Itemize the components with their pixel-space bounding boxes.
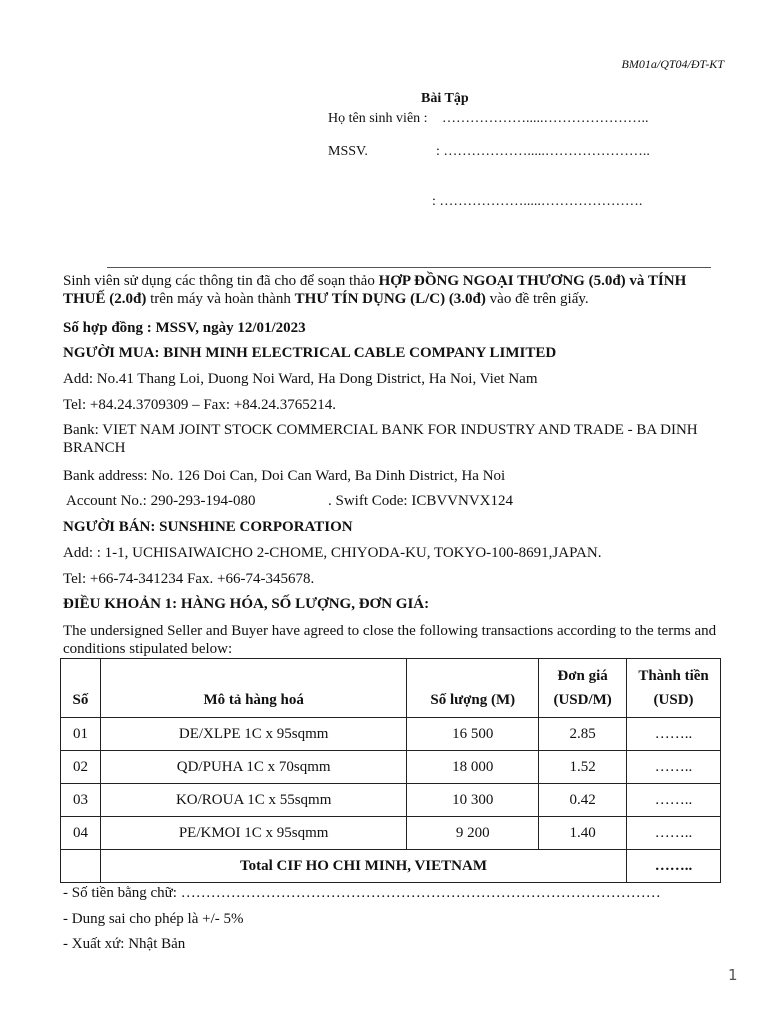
header-description: Mô tả hàng hoá [100,659,406,718]
cell-unit-price: 0.42 [539,784,627,817]
cell-amount: …….. [627,751,721,784]
clause1-intro: The undersigned Seller and Buyer have agreed to close the following transactions according to the terms and conditions stipulated below: [63,623,717,657]
buyer-address: Add: No.41 Thang Loi, Duong Noi Ward, Ha Dong District, Ha Noi, Viet Nam [63,371,538,387]
cell-empty [61,850,101,883]
intro-text-3: vào đề trên giấy. [485,291,589,307]
cell-description: KO/ROUA 1C x 55sqmm [100,784,406,817]
header-amount-l2: (USD) [653,692,694,708]
buyer-swift: . Swift Code: ICBVVNVX124 [328,493,514,509]
seller-heading: NGƯỜI BÁN: SUNSHINE CORPORATION [63,519,353,535]
cell-quantity: 9 200 [407,817,539,850]
goods-table [60,658,721,883]
clause1-heading: ĐIỀU KHOẢN 1: HÀNG HÓA, SỐ LƯỢNG, ĐƠN GIÁ: [63,596,430,612]
cell-quantity: 16 500 [407,718,539,751]
cell-unit-price: 1.52 [539,751,627,784]
divider-line [107,267,711,268]
header-unit-price-l1: Đơn giá [557,668,608,684]
buyer-bank: Bank: VIET NAM JOINT STOCK COMMERCIAL BANK FOR INDUSTRY AND TRADE - BA DINH BRANCH [63,422,698,456]
student-name-blank: ……………….....………………….. [442,111,649,126]
header-no: Số [61,659,101,718]
cell-quantity: 18 000 [407,751,539,784]
cell-unit-price: 1.40 [539,817,627,850]
total-value: …….. [627,850,721,883]
header-unit-price [539,659,627,718]
cell-amount: …….. [627,817,721,850]
cell-no: 03 [61,784,101,817]
table-row [61,817,721,850]
extra-blank: : ……………….....…………………. [432,194,643,209]
cell-no: 01 [61,718,101,751]
header-amount-l1: Thành tiền [638,668,709,684]
intro-paragraph [63,272,731,308]
table-row [61,784,721,817]
page-number: 1 [728,966,738,984]
buyer-account: Account No.: 290-293-194-080 [66,493,256,509]
seller-address: Add: : 1-1, UCHISAIWAICHO 2-CHOME, CHIYODA-KU, TOKYO-100-8691,JAPAN. [63,545,602,561]
table-row [61,718,721,751]
form-code: BM01a/QT04/ĐT-KT [621,57,724,71]
origin-note: - Xuất xứ: Nhật Bản [63,936,186,952]
student-name-label: Họ tên sinh viên : [328,111,428,126]
cell-quantity: 10 300 [407,784,539,817]
table-total-row [61,850,721,883]
intro-text-2: trên máy và hoàn thành [146,291,295,307]
buyer-bank-address: Bank address: No. 126 Doi Can, Doi Can Ward, Ba Dinh District, Ha Noi [63,468,506,484]
buyer-tel: Tel: +84.24.3709309 – Fax: +84.24.3765214. [63,397,336,413]
student-id-label: MSSV. [328,144,368,159]
header-unit-price-l2: (USD/M) [553,692,612,708]
table-row [61,751,721,784]
tolerance-note: - Dung sai cho phép là +/- 5% [63,911,244,927]
cell-unit-price: 2.85 [539,718,627,751]
cell-description: PE/KMOI 1C x 95sqmm [100,817,406,850]
seller-tel: Tel: +66-74-341234 Fax. +66-74-345678. [63,571,315,587]
intro-bold-2: THƯ TÍN DỤNG (L/C) (3.0đ) [294,291,486,307]
cell-description: QD/PUHA 1C x 70sqmm [100,751,406,784]
page-title: Bài Tập [421,91,469,106]
amount-in-words: - Số tiền bằng chữ: …………………………………………………………………………………… [63,885,661,901]
header-quantity: Số lượng (M) [407,659,539,718]
cell-amount: …….. [627,718,721,751]
contract-number: Số hợp đồng : MSSV, ngày 12/01/2023 [63,320,306,336]
cell-description: DE/XLPE 1C x 95sqmm [100,718,406,751]
intro-text-1: Sinh viên sử dụng các thông tin đã cho để soạn thảo [63,273,379,289]
cell-no: 04 [61,817,101,850]
cell-no: 02 [61,751,101,784]
cell-amount: …….. [627,784,721,817]
table-header-row [61,659,721,718]
header-amount [627,659,721,718]
student-id-blank: : ……………….....………………….. [436,144,650,159]
buyer-heading: NGƯỜI MUA: BINH MINH ELECTRICAL CABLE COMPANY LIMITED [63,345,557,361]
total-label: Total CIF HO CHI MINH, VIETNAM [100,850,626,883]
intro-bold-1: HỢP ĐỒNG NGOẠI THƯƠNG (5.0đ) và TÍNH THUẾ (2.0đ) [63,273,687,307]
